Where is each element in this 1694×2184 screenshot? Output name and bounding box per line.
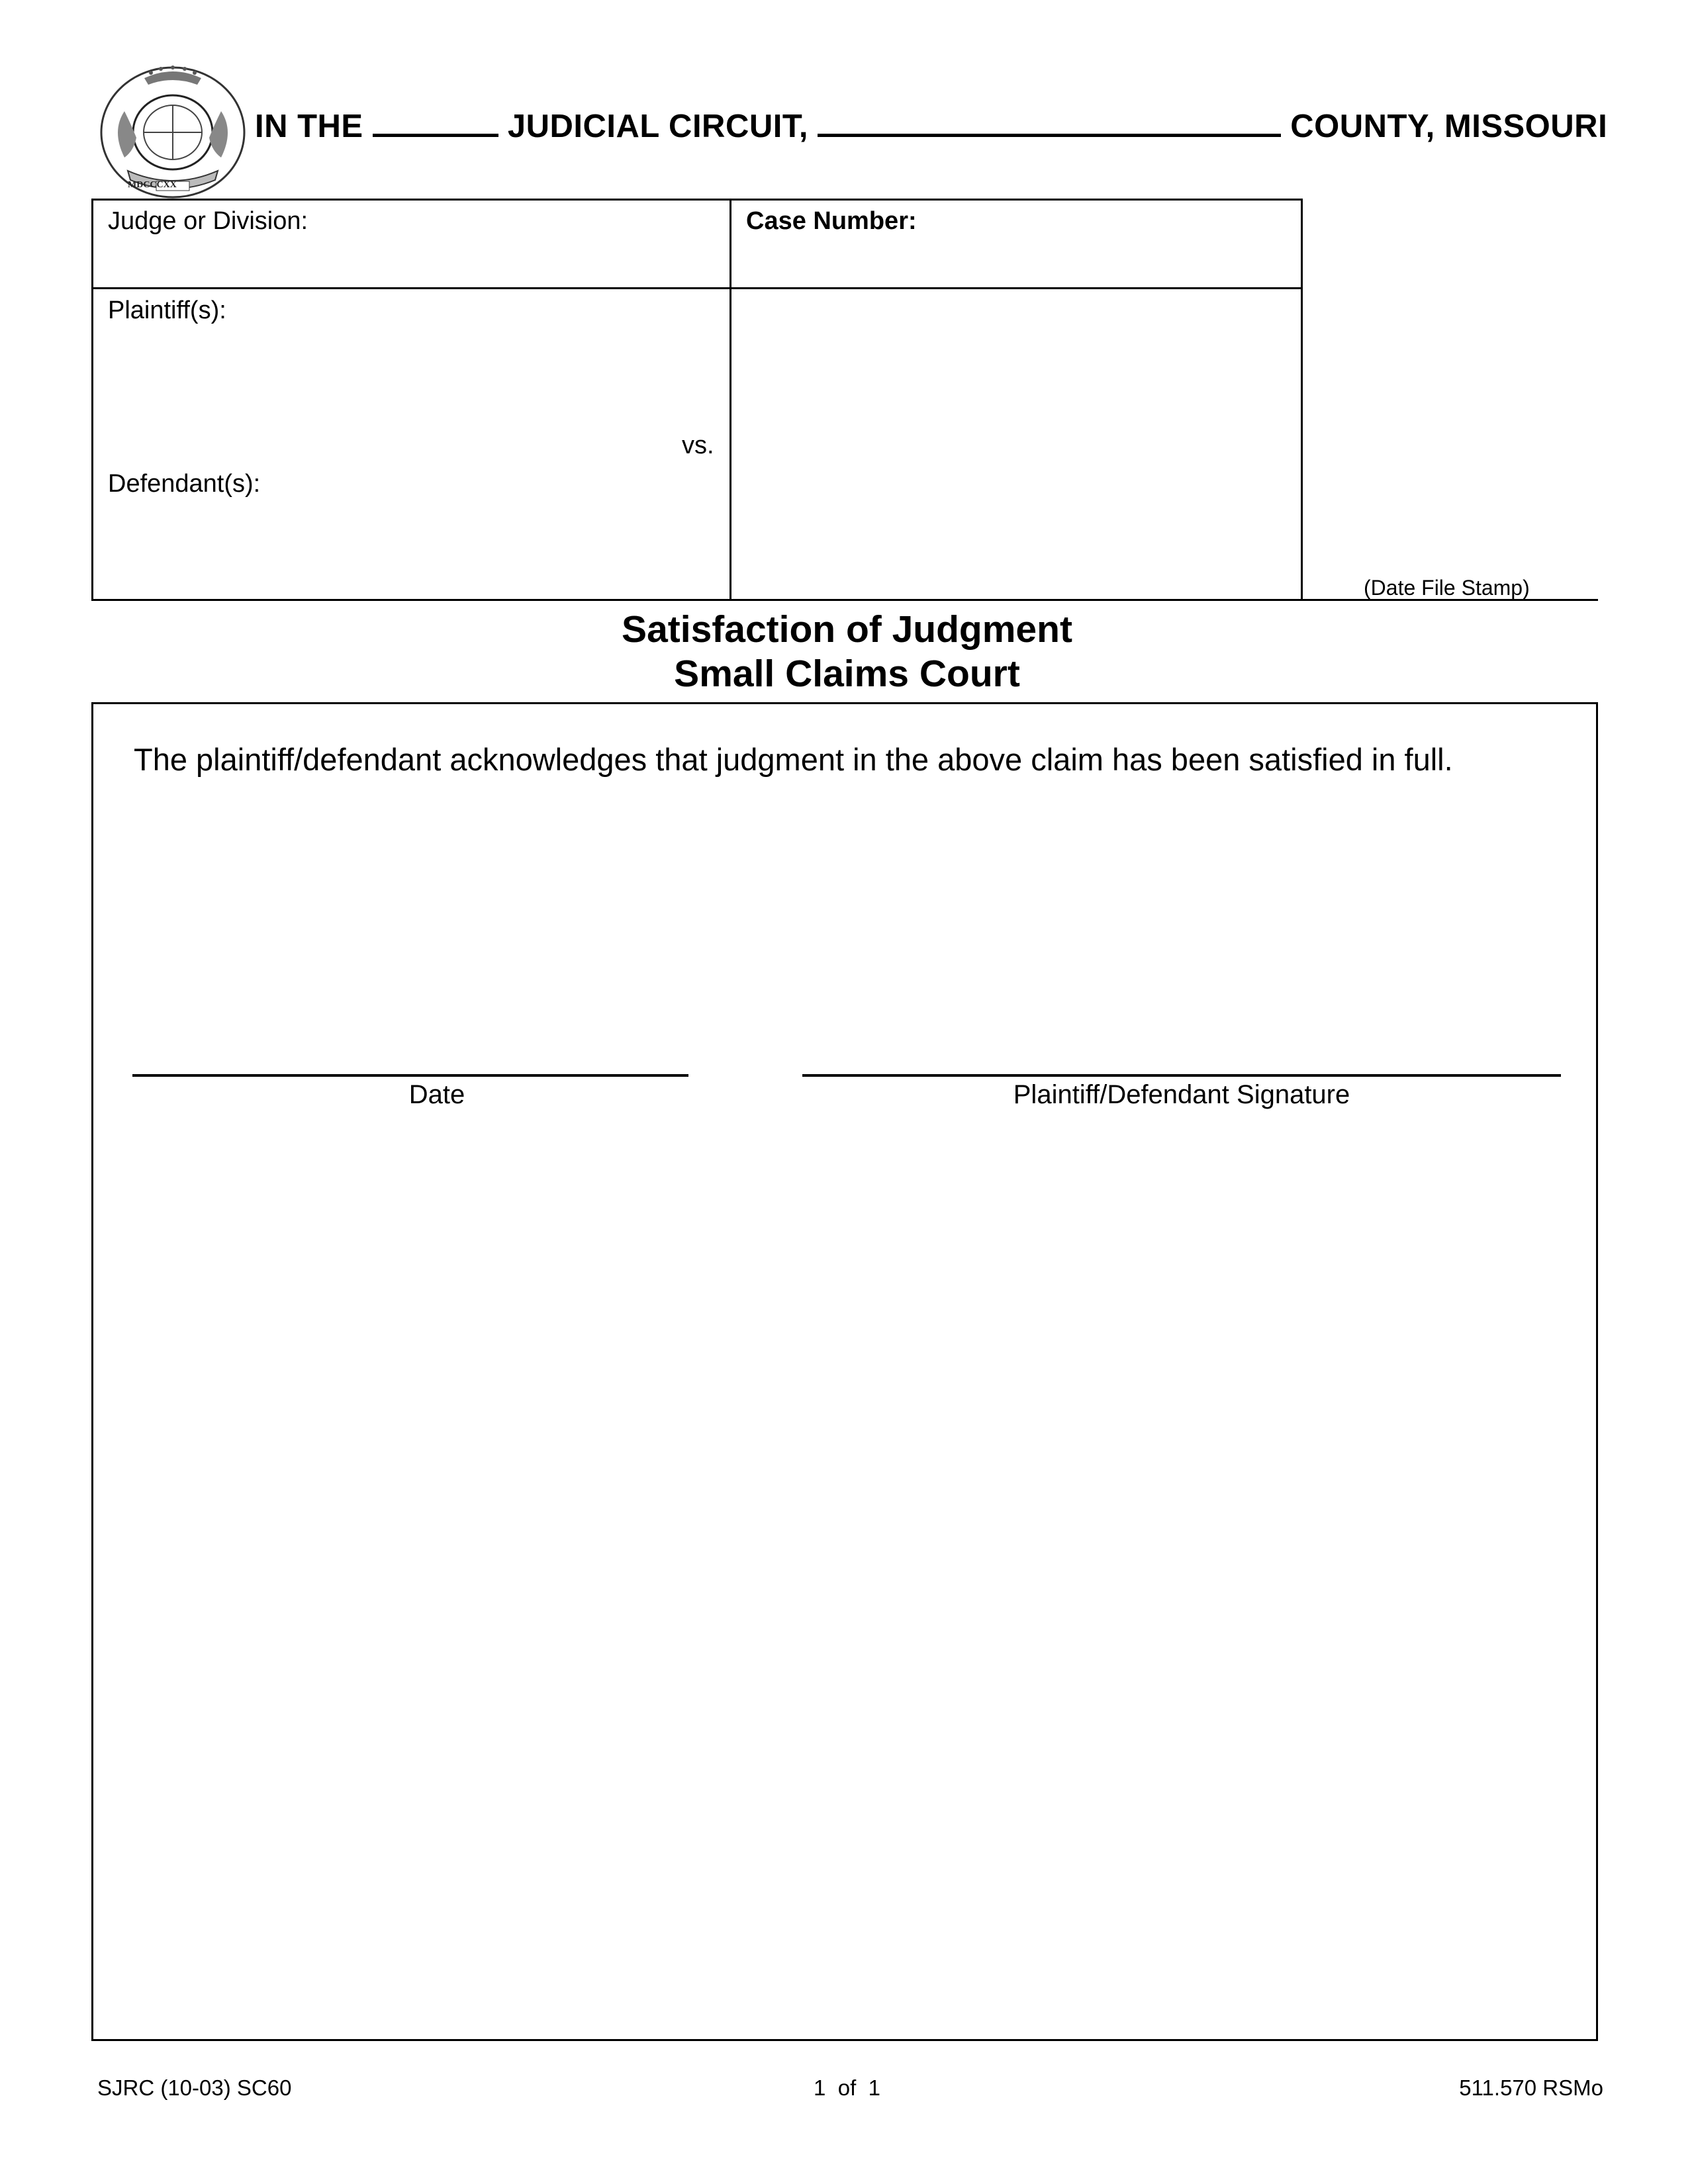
judge-division-label: Judge or Division: bbox=[108, 207, 308, 235]
seal-year-text: MDCCCXX bbox=[128, 180, 177, 190]
satisfaction-statement: The plaintiff/defendant acknowledges that judgment in the above claim has been satisfied in full. bbox=[134, 742, 1453, 777]
plaintiff-label: Plaintiff(s): bbox=[108, 296, 226, 324]
footer-page-number: 1 of 1 bbox=[814, 2075, 880, 2100]
defendant-field[interactable] bbox=[93, 501, 728, 598]
form-body-box bbox=[91, 702, 1598, 2041]
caption-divider-horizontal bbox=[91, 287, 1303, 289]
state-seal-icon bbox=[98, 58, 248, 199]
county-blank[interactable] bbox=[818, 107, 1281, 137]
case-number-label: Case Number: bbox=[746, 207, 917, 235]
court-header bbox=[255, 107, 1632, 145]
case-number-field[interactable] bbox=[732, 238, 1301, 286]
date-line[interactable] bbox=[132, 1074, 688, 1077]
footer-form-id: SJRC (10-03) SC60 bbox=[97, 2075, 292, 2100]
caption-divider-vertical bbox=[729, 199, 731, 601]
defendant-label: Defendant(s): bbox=[108, 470, 261, 498]
signature-label: Plaintiff/Defendant Signature bbox=[1013, 1080, 1350, 1109]
plaintiff-field[interactable] bbox=[93, 328, 728, 427]
signature-line[interactable] bbox=[802, 1074, 1561, 1077]
header-prefix: IN THE bbox=[255, 109, 363, 144]
date-label: Date bbox=[408, 1080, 465, 1109]
header-suffix: COUNTY, MISSOURI bbox=[1290, 109, 1608, 144]
footer-statute: 511.570 RSMo bbox=[1459, 2075, 1603, 2100]
form-subtitle: Small Claims Court bbox=[674, 653, 1020, 695]
circuit-blank[interactable] bbox=[373, 107, 498, 137]
vs-label: vs. bbox=[682, 432, 714, 459]
header-middle: JUDICIAL CIRCUIT, bbox=[507, 109, 808, 144]
form-title: Satisfaction of Judgment bbox=[622, 608, 1072, 651]
judge-division-field[interactable] bbox=[93, 238, 728, 286]
date-file-stamp-label: (Date File Stamp) bbox=[1364, 576, 1530, 600]
